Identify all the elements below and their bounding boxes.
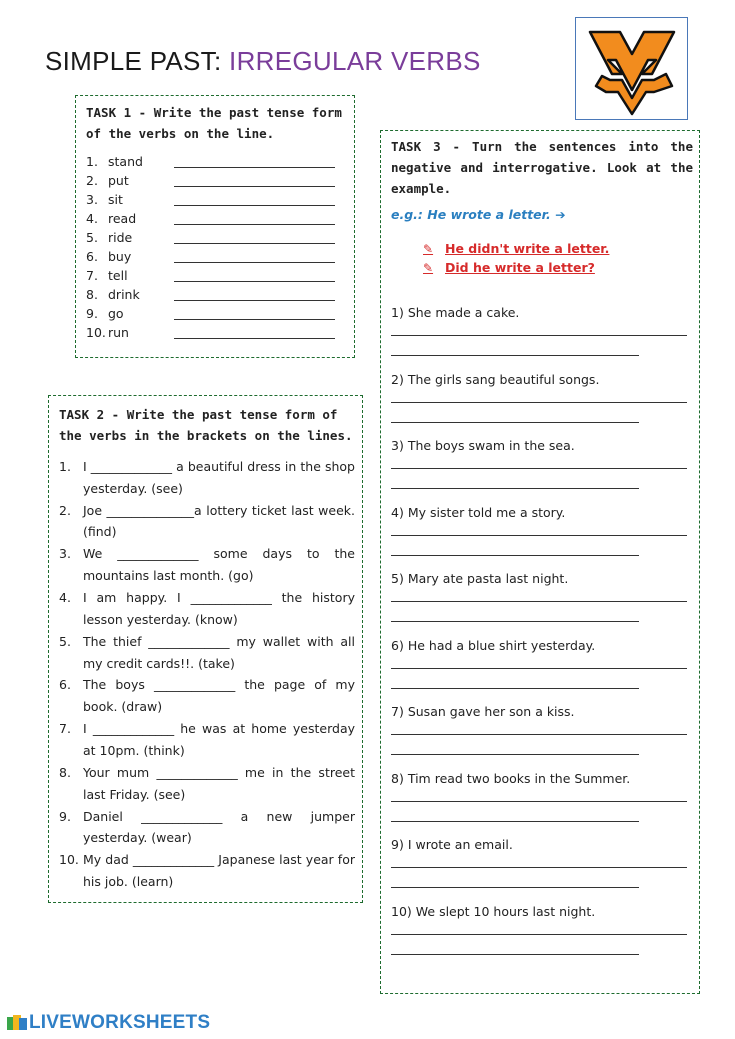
item-number: 4. bbox=[59, 590, 71, 606]
item-number: 1. bbox=[59, 459, 71, 474]
answer-line[interactable] bbox=[391, 954, 639, 955]
item-text: Susan gave her son a kiss. bbox=[407, 704, 575, 719]
item-number: 8) bbox=[391, 770, 404, 786]
item-text: She made a cake. bbox=[407, 305, 520, 320]
list-item bbox=[59, 456, 355, 500]
answer-line[interactable] bbox=[174, 155, 335, 168]
answer-line[interactable] bbox=[174, 288, 335, 301]
list-item bbox=[391, 305, 691, 372]
answer-line[interactable] bbox=[391, 801, 687, 802]
item-number: 10. bbox=[59, 852, 79, 868]
item-number: 1) bbox=[391, 305, 404, 320]
task-3-box bbox=[380, 130, 700, 994]
item-number: 5. bbox=[59, 633, 71, 649]
verb-label: go bbox=[108, 306, 124, 321]
item-sentence: Daniel _____________ a new jumper yesterday. (wear) bbox=[83, 808, 355, 846]
task-1-box bbox=[75, 95, 355, 358]
footer-brand bbox=[6, 1012, 210, 1034]
item-number: 4. bbox=[86, 211, 98, 226]
task-3-heading: TASK 3 - Turn the sentences into the negative and interrogative. Look at the example. bbox=[391, 139, 693, 196]
task-2-heading: TASK 2 - Write the past tense form of the verbs in the brackets on the lines. bbox=[59, 407, 353, 443]
wv-logo-icon bbox=[576, 18, 689, 121]
verb-label: read bbox=[108, 211, 137, 226]
answer-line[interactable] bbox=[174, 231, 335, 244]
item-text: He had a blue shirt yesterday. bbox=[407, 637, 596, 653]
item-sentence bbox=[391, 837, 513, 852]
verb-label: buy bbox=[108, 249, 132, 264]
answer-line[interactable] bbox=[174, 174, 335, 187]
verb-label: sit bbox=[108, 192, 123, 207]
answer-line[interactable] bbox=[391, 335, 687, 336]
item-number: 2. bbox=[59, 502, 71, 518]
example-answer bbox=[423, 239, 609, 258]
item-number: 2) bbox=[391, 371, 404, 387]
answer-line[interactable] bbox=[391, 688, 639, 689]
item-text: My sister told me a story. bbox=[407, 504, 566, 520]
verb-label: run bbox=[108, 325, 129, 340]
list-item bbox=[86, 190, 335, 209]
item-number: 5) bbox=[391, 571, 404, 586]
task-3-list bbox=[391, 305, 691, 970]
list-item bbox=[86, 266, 335, 285]
list-item bbox=[86, 323, 335, 342]
example-sentence bbox=[391, 207, 566, 222]
item-sentence: Your mum _____________ me in the street last Friday. (see) bbox=[83, 764, 355, 802]
pencil-icon: ✎ bbox=[423, 241, 434, 256]
example-prefix: e.g.: bbox=[391, 207, 423, 222]
item-number: 10) bbox=[391, 903, 412, 919]
item-text: The boys swam in the sea. bbox=[407, 438, 575, 453]
example-text: He wrote a letter. bbox=[427, 207, 551, 222]
list-item bbox=[86, 171, 335, 190]
example-answers bbox=[423, 239, 609, 277]
answer-line[interactable] bbox=[391, 535, 687, 536]
item-number: 7) bbox=[391, 704, 404, 719]
answer-line[interactable] bbox=[391, 934, 687, 935]
answer-line[interactable] bbox=[174, 326, 335, 339]
verb-label: put bbox=[108, 173, 129, 188]
task-1-list bbox=[86, 152, 335, 342]
item-number: 5. bbox=[86, 230, 98, 245]
item-text: We slept 10 hours last night. bbox=[415, 903, 596, 919]
item-number: 3. bbox=[59, 546, 71, 562]
brand-name: LIVEWORKSHEETS bbox=[29, 1012, 211, 1033]
list-item bbox=[391, 638, 691, 705]
item-text: Tim read two books in the Summer. bbox=[407, 770, 631, 786]
answer-line[interactable] bbox=[391, 734, 687, 735]
verb-label: stand bbox=[108, 154, 143, 169]
list-item bbox=[86, 247, 335, 266]
task-2-list bbox=[59, 456, 355, 893]
list-item bbox=[59, 631, 355, 675]
item-number: 4) bbox=[391, 504, 404, 520]
logo bbox=[575, 17, 688, 120]
item-sentence: We _____________ some days to the mountains last month. (go) bbox=[83, 546, 355, 584]
pencil-icon: ✎ bbox=[423, 260, 434, 275]
answer-text: He didn't write a letter. bbox=[445, 241, 610, 256]
answer-line[interactable] bbox=[391, 355, 639, 356]
list-item bbox=[59, 762, 355, 806]
list-item bbox=[391, 837, 691, 904]
item-number: 6. bbox=[59, 677, 71, 693]
answer-line[interactable] bbox=[174, 269, 335, 282]
answer-line[interactable] bbox=[391, 867, 687, 868]
title-part-2: IRREGULAR VERBS bbox=[229, 46, 481, 76]
item-number: 1. bbox=[86, 154, 98, 169]
answer-line[interactable] bbox=[391, 488, 639, 489]
item-sentence bbox=[391, 704, 575, 719]
list-item bbox=[391, 372, 691, 439]
arrow-right-icon: ➔ bbox=[555, 207, 566, 222]
item-number: 7. bbox=[59, 721, 71, 737]
list-item bbox=[391, 771, 691, 838]
item-sentence bbox=[391, 305, 519, 320]
list-item bbox=[391, 505, 691, 572]
list-item bbox=[391, 438, 691, 505]
item-sentence bbox=[391, 372, 599, 387]
item-sentence: The thief _____________ my wallet with all my credit cards!!. (take) bbox=[83, 633, 355, 671]
item-number: 9. bbox=[86, 306, 98, 321]
verb-label: ride bbox=[108, 230, 133, 245]
list-item bbox=[59, 718, 355, 762]
worksheet-title bbox=[45, 46, 481, 77]
item-number: 2. bbox=[86, 173, 98, 188]
answer-line[interactable] bbox=[391, 601, 687, 602]
item-sentence bbox=[391, 904, 595, 919]
item-sentence: I _____________ he was at home yesterday at 10pm. (think) bbox=[83, 721, 355, 758]
answer-line[interactable] bbox=[391, 468, 687, 469]
item-number: 10. bbox=[86, 325, 106, 340]
list-item bbox=[59, 806, 355, 850]
item-text: The girls sang beautiful songs. bbox=[407, 371, 600, 387]
list-item bbox=[86, 304, 335, 323]
item-sentence bbox=[391, 771, 630, 786]
item-number: 7. bbox=[86, 268, 98, 283]
answer-line[interactable] bbox=[174, 193, 335, 206]
item-number: 8. bbox=[86, 287, 98, 302]
answer-line[interactable] bbox=[391, 821, 639, 822]
item-number: 6) bbox=[391, 637, 404, 653]
item-text: Mary ate pasta last night. bbox=[407, 571, 569, 586]
list-item bbox=[59, 587, 355, 631]
list-item bbox=[391, 704, 691, 771]
item-number: 6. bbox=[86, 249, 98, 264]
list-item bbox=[59, 543, 355, 587]
title-part-1: SIMPLE PAST: bbox=[45, 46, 230, 76]
answer-line[interactable] bbox=[391, 887, 639, 888]
list-item bbox=[86, 228, 335, 247]
answer-line[interactable] bbox=[391, 422, 639, 423]
list-item bbox=[59, 500, 355, 544]
list-item bbox=[86, 152, 335, 171]
item-sentence: My dad _____________ Japanese last year for his job. (learn) bbox=[83, 852, 355, 889]
item-sentence bbox=[391, 505, 565, 520]
item-sentence: I _____________ a beautiful dress in the shop yesterday. (see) bbox=[83, 459, 355, 496]
answer-line[interactable] bbox=[391, 668, 687, 669]
answer-line[interactable] bbox=[391, 402, 687, 403]
answer-line[interactable] bbox=[174, 307, 335, 320]
item-number: 3) bbox=[391, 438, 404, 453]
list-item bbox=[59, 849, 355, 893]
answer-line[interactable] bbox=[174, 250, 335, 263]
list-item bbox=[86, 285, 335, 304]
item-sentence: Joe ______________a lottery ticket last week. (find) bbox=[83, 502, 355, 540]
item-sentence bbox=[391, 438, 575, 453]
answer-line[interactable] bbox=[174, 212, 335, 225]
example-answer bbox=[423, 258, 609, 277]
verb-label: tell bbox=[108, 268, 128, 283]
answer-line[interactable] bbox=[391, 555, 639, 556]
answer-line[interactable] bbox=[391, 754, 639, 755]
item-sentence bbox=[391, 571, 568, 586]
item-sentence: The boys _____________ the page of my book. (draw) bbox=[83, 677, 355, 715]
item-sentence: I am happy. I _____________ the history lesson yesterday. (know) bbox=[83, 590, 355, 627]
answer-text: Did he write a letter? bbox=[445, 260, 595, 275]
task-1-heading: TASK 1 - Write the past tense form of the verbs on the line. bbox=[86, 105, 342, 141]
item-number: 9. bbox=[59, 808, 71, 824]
answer-line[interactable] bbox=[391, 621, 639, 622]
list-item bbox=[391, 904, 691, 971]
verb-label: drink bbox=[108, 287, 140, 302]
list-item bbox=[59, 674, 355, 718]
list-item bbox=[391, 571, 691, 638]
list-item bbox=[86, 209, 335, 228]
item-number: 8. bbox=[59, 764, 71, 780]
item-text: I wrote an email. bbox=[407, 837, 513, 852]
task-2-box bbox=[48, 395, 363, 903]
item-number: 9) bbox=[391, 837, 404, 852]
liveworksheets-logo-icon bbox=[6, 1013, 28, 1033]
item-sentence bbox=[391, 638, 595, 653]
item-number: 3. bbox=[86, 192, 98, 207]
